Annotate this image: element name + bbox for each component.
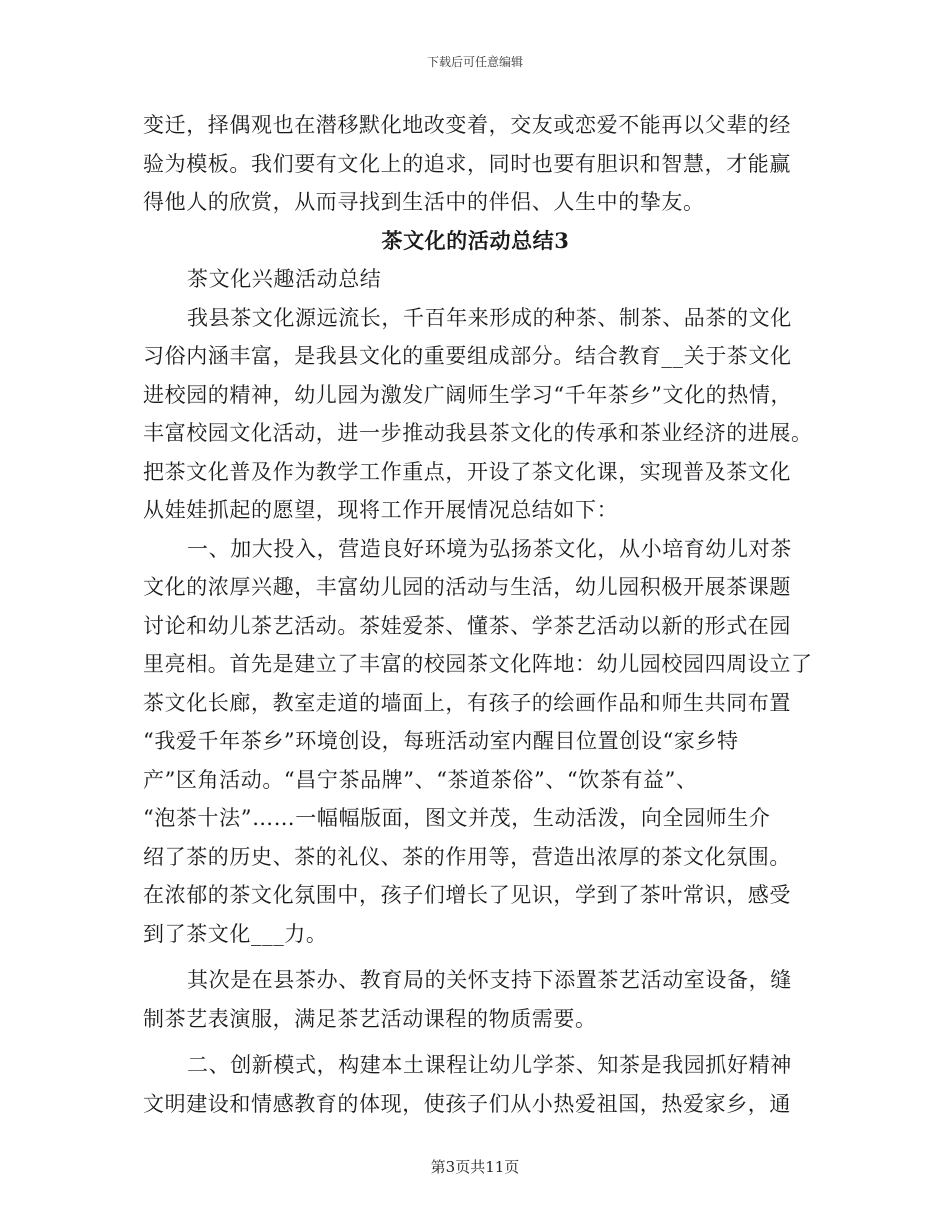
paragraph-line: 一、加大投入，营造良好环境为弘扬茶文化，从小培育幼儿对茶 bbox=[187, 536, 792, 561]
paragraph-gap bbox=[143, 1038, 808, 1046]
paragraph-line: 习俗内涵丰富，是我县文化的重要组成部分。结合教育__关于茶文化 bbox=[143, 344, 792, 368]
paragraph-gap bbox=[143, 953, 808, 961]
paragraph-line: 到了茶文化___力。 bbox=[143, 921, 328, 946]
section-title: 茶文化的活动总结3 bbox=[381, 227, 570, 253]
paragraph-line: 把茶文化普及作为教学工作重点，开设了茶文化课，实现普及茶文化 bbox=[143, 459, 791, 484]
paragraph-line: 茶文化长廊，教室走道的墙面上，有孩子的绘画作品和师生共同布置 bbox=[143, 690, 791, 715]
paragraph-line: “泡茶十法”……一幅幅版面，图文并茂，生动活泼，向全园师生介 bbox=[143, 806, 771, 830]
paragraph-line: 绍了茶的历史、茶的礼仪、茶的作用等，营造出浓厚的茶文化氛围。 bbox=[143, 844, 791, 869]
paragraph-line: “我爱千年茶乡”环境创设，每班活动室内醒目位置创设“家乡特 bbox=[143, 729, 739, 753]
page-header: 下载后可任意编辑 bbox=[426, 55, 523, 69]
paragraph-line: 得他人的欣赏，从而寻找到生活中的伴侣、人生中的挚友。 bbox=[143, 190, 705, 214]
paragraph-line: 制茶艺表演服，满足茶艺活动课程的物质需要。 bbox=[143, 1006, 597, 1031]
paragraph-line: 文化的浓厚兴趣，丰富幼儿园的活动与生活，幼儿园积极开展茶课题 bbox=[143, 575, 791, 599]
paragraph-line: 讨论和幼儿茶艺活动。茶娃爱茶、懂茶、学茶艺活动以新的形式在园 bbox=[143, 613, 791, 638]
subtitle: 茶文化兴趣活动总结 bbox=[187, 267, 382, 291]
paragraph-line: 进校园的精神，幼儿园为激发广阔师生学习“千年茶乡”文化的热情， bbox=[143, 382, 793, 407]
paragraph-line: 丰富校园文化活动，进一步推动我县茶文化的传承和茶业经济的进展。 bbox=[143, 421, 813, 445]
paragraph-line: 变迁，择偶观也在潜移默化地改变着，交友或恋爱不能再以父辈的经 bbox=[143, 113, 791, 137]
paragraph-line: 其次是在县茶办、教育局的关怀支持下添置茶艺活动室设备，缝 bbox=[187, 968, 792, 992]
paragraph-line: 二、创新模式，构建本土课程让幼儿学茶、知茶是我园抓好精神 bbox=[187, 1053, 792, 1077]
paragraph-line: 我县茶文化源远流长，千百年来形成的种茶、制茶、品茶的文化 bbox=[187, 305, 792, 330]
paragraph-line: 里亮相。首先是建立了丰富的校园茶文化阵地：幼儿园校园四周设立了 bbox=[143, 652, 813, 676]
paragraph-line: 文明建设和情感教育的体现，使孩子们从小热爱祖国，热爱家乡，通 bbox=[143, 1091, 791, 1116]
paragraph-line: 从娃娃抓起的愿望，现将工作开展情况总结如下： bbox=[143, 498, 619, 522]
page-footer: 第3页共11页 bbox=[430, 1158, 520, 1176]
paragraph-line: 验为模板。我们要有文化上的追求，同时也要有胆识和智慧，才能赢 bbox=[143, 151, 791, 176]
paragraph-line: 在浓郁的茶文化氛围中，孩子们增长了见识，学到了茶叶常识，感受 bbox=[143, 883, 791, 907]
document-body bbox=[143, 106, 813, 1123]
paragraph-line: 产”区角活动。“昌宁茶品牌”、“茶道茶俗”、“饮茶有益”、 bbox=[143, 767, 698, 792]
